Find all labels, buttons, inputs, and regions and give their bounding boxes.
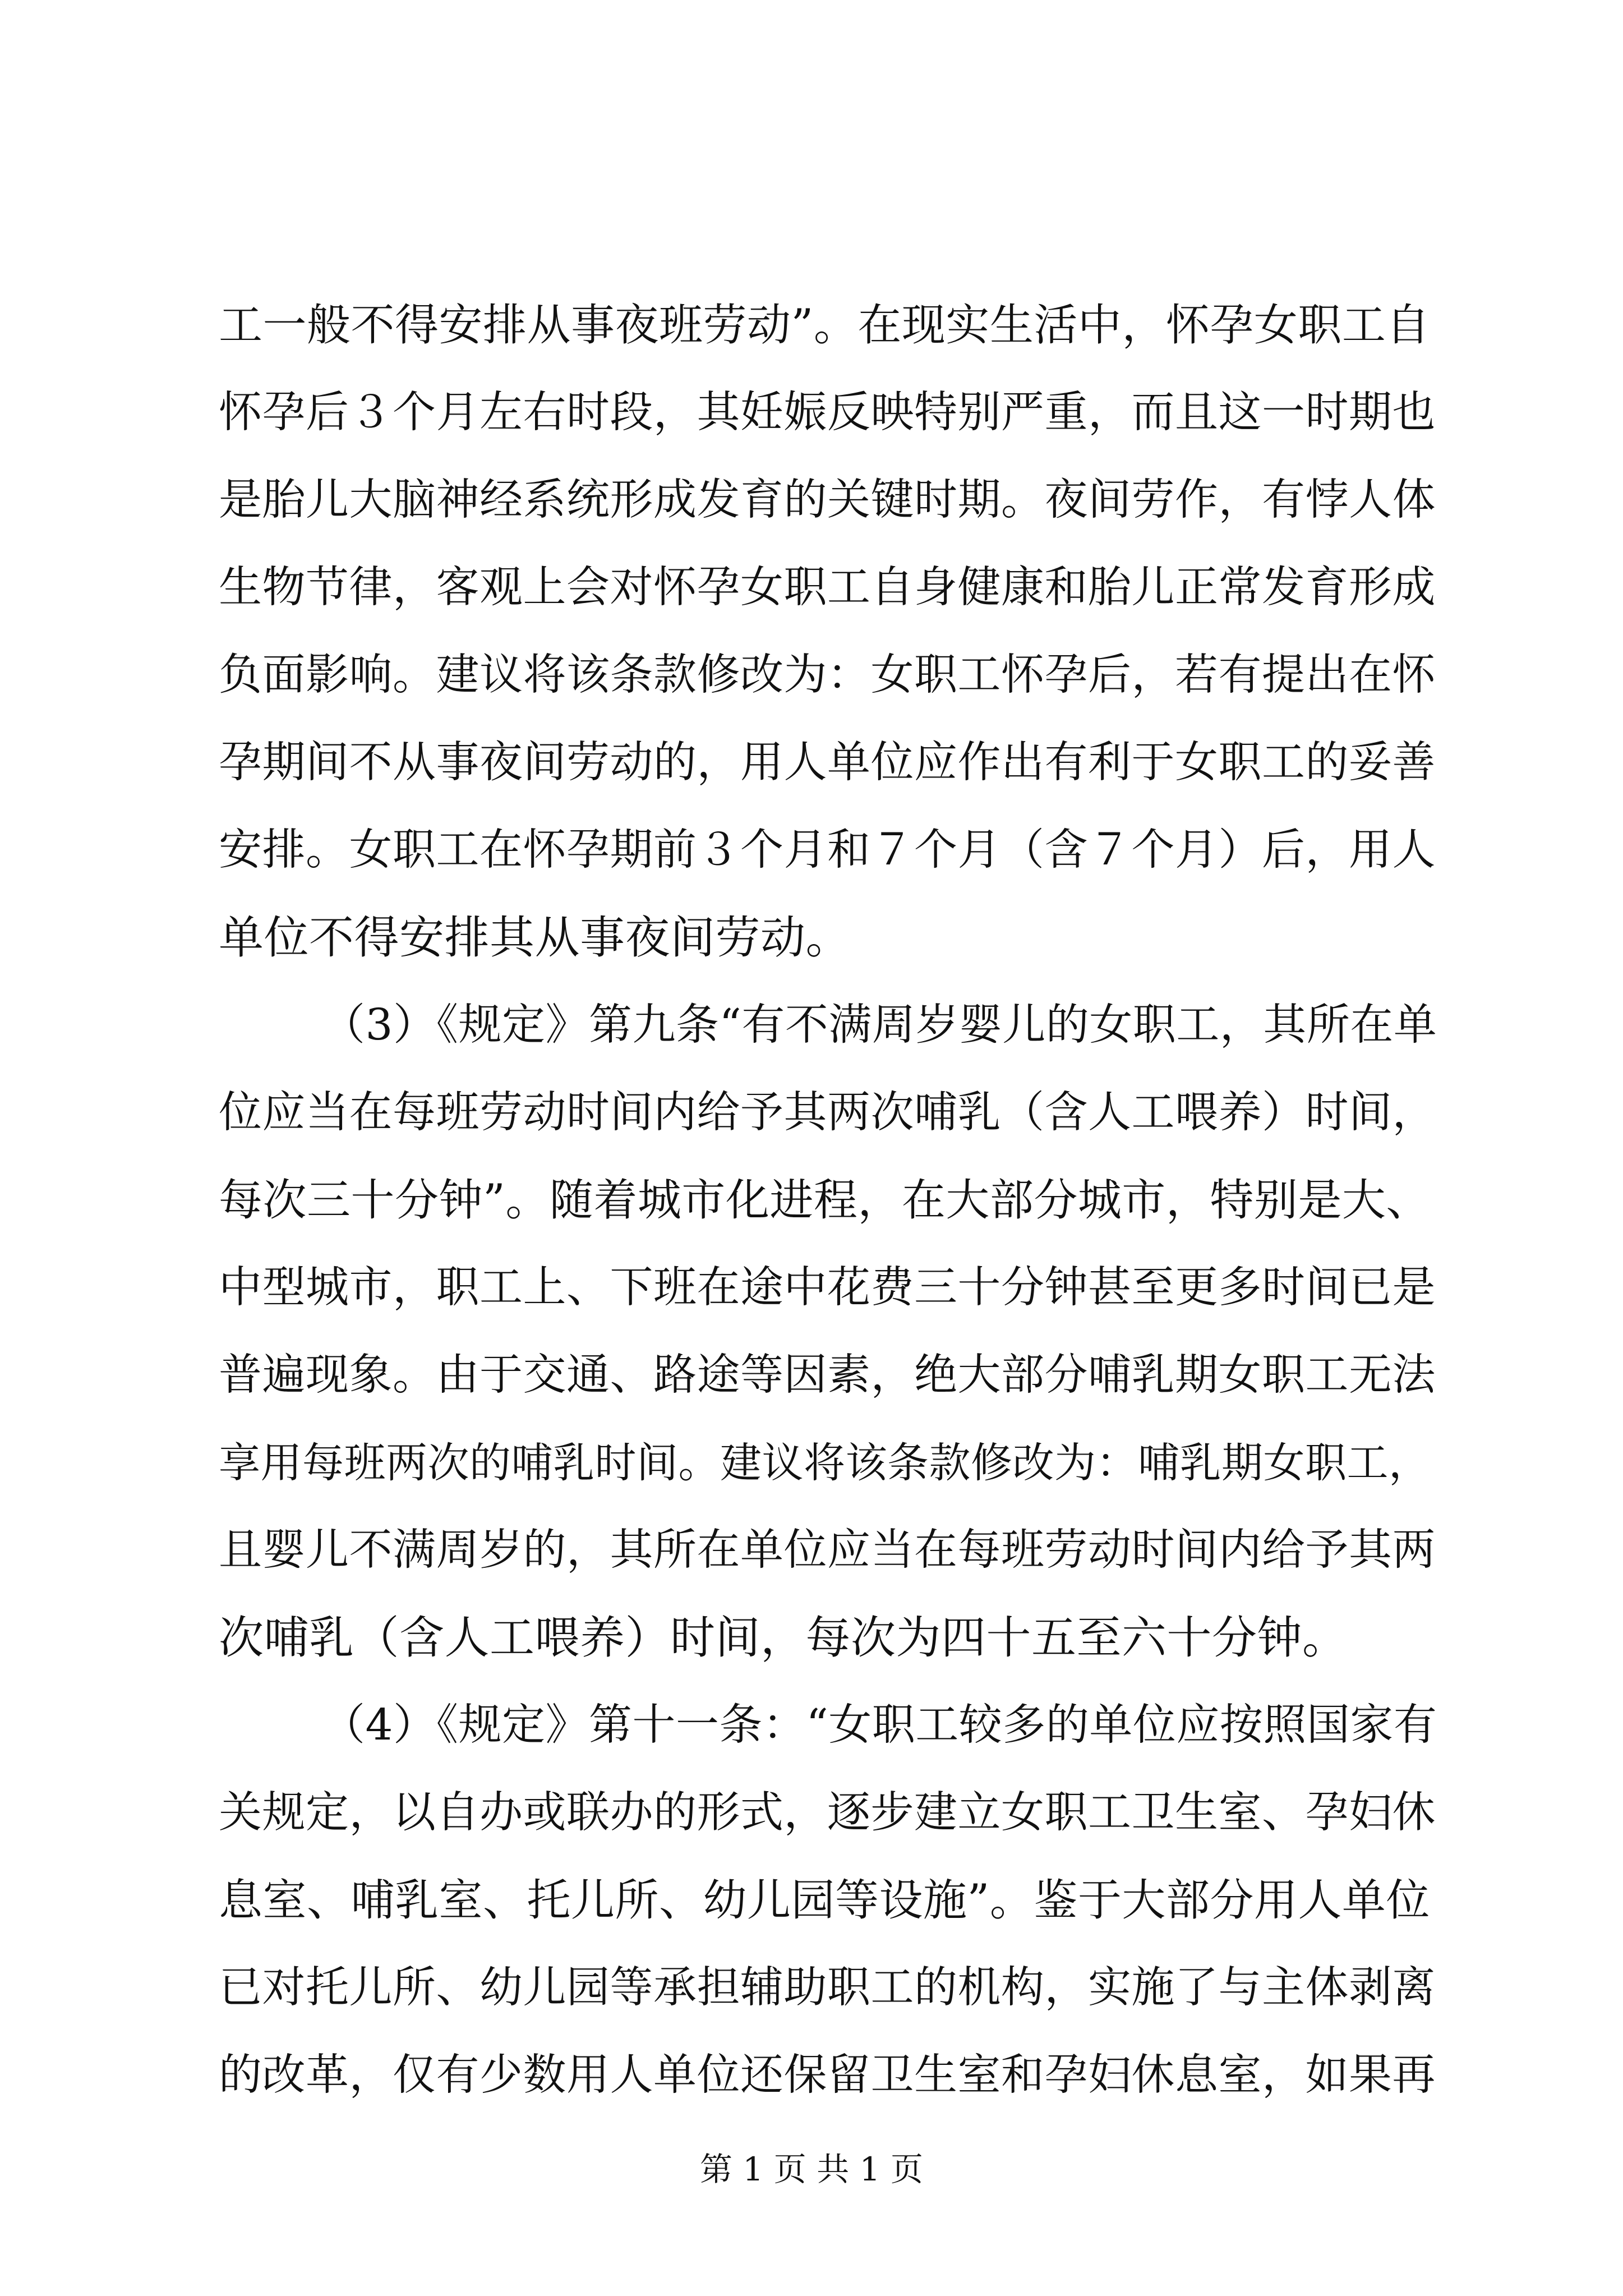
text-line: 每次三十分钟”。随着城市化进程，在大部分城市，特别是大、 — [219, 1175, 1430, 1226]
text-line: 孕期间不从事夜间劳动的，用人单位应作出有利于女职工的妥善 — [219, 738, 1436, 788]
text-line: 已对托儿所、幼儿园等承担辅助职工的机构，实施了与主体剥离 — [219, 1963, 1436, 2013]
paragraph-first-line: （4）《规定》第十一条：“女职工较多的单位应按照国家有 — [322, 1700, 1437, 1750]
text-line: 是胎儿大脑神经系统形成发育的关键时期。夜间劳作，有悖人体 — [219, 475, 1436, 525]
text-line: 生物节律，客观上会对怀孕女职工自身健康和胎儿正常发育形成 — [219, 563, 1436, 613]
text-line: 单位不得安排其从事夜间劳动。 — [219, 912, 851, 964]
text-line: 享用每班两次的哺乳时间。建议将该条款修改为：哺乳期女职工， — [219, 1439, 1431, 1487]
text-line: 中型城市，职工上、下班在途中花费三十分钟甚至更多时间已是 — [219, 1263, 1436, 1313]
text-line: 工一般不得安排从事夜班劳动”。在现实生活中，怀孕女职工自 — [219, 300, 1430, 351]
text-line: 位应当在每班劳动时间内给予其两次哺乳（含人工喂养）时间， — [219, 1088, 1436, 1138]
page-number-footer: 第 1 页 共 1 页 — [700, 2150, 923, 2188]
text-line: 且婴儿不满周岁的，其所在单位应当在每班劳动时间内给予其两 — [219, 1525, 1436, 1575]
text-line: 安排。女职工在怀孕期前３个月和７个月（含７个月）后，用人 — [219, 825, 1436, 875]
paragraph-first-line: （3）《规定》第九条“有不满周岁婴儿的女职工，其所在单 — [322, 1000, 1437, 1050]
text-line: 负面影响。建议将该条款修改为：女职工怀孕后，若有提出在怀 — [219, 650, 1436, 700]
text-line: 关规定，以自办或联办的形式，逐步建立女职工卫生室、孕妇休 — [219, 1788, 1436, 1838]
text-line: 次哺乳（含人工喂养）时间，每次为四十五至六十分钟。 — [219, 1612, 1348, 1664]
text-line: 怀孕后３个月左右时段，其妊娠反映特别严重，而且这一时期也 — [219, 388, 1436, 438]
text-line: 的改革，仅有少数用人单位还保留卫生室和孕妇休息室，如果再 — [219, 2050, 1436, 2100]
text-line: 息室、哺乳室、托儿所、幼儿园等设施”。鉴于大部分用人单位 — [219, 1875, 1430, 1926]
text-line: 普遍现象。由于交通、路途等因素，绝大部分哺乳期女职工无法 — [219, 1350, 1436, 1400]
